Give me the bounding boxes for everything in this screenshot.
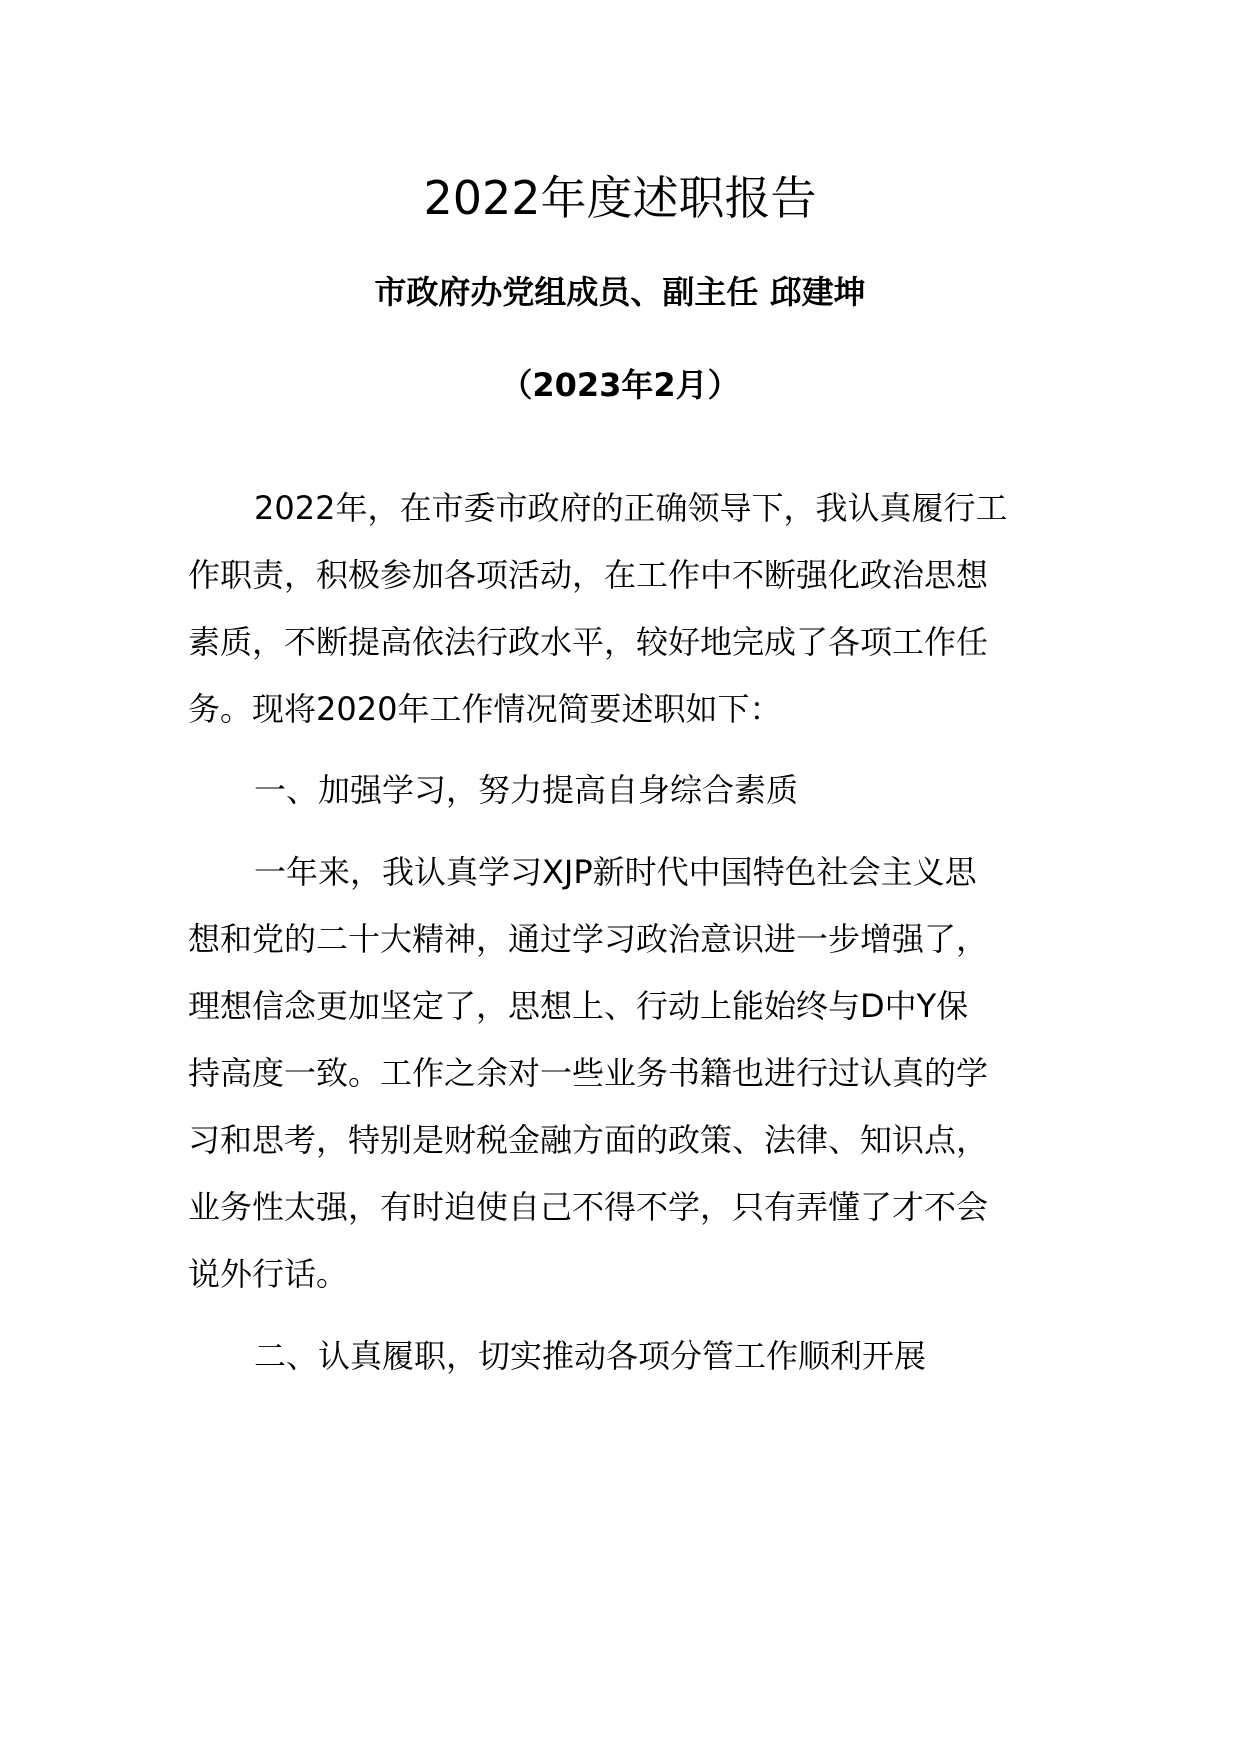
paragraph-2-line-2: 想和党的二十大精神，通过学习政治意识进一步增强了，	[188, 920, 989, 958]
paragraph-2-line-1: 一年来，我认真学习XJP新时代中国特色社会主义思	[254, 853, 977, 891]
paragraph-1-line-1: 2022年，在市委市政府的正确领导下，我认真履行工	[254, 489, 1008, 527]
author-line: 市政府办党组成员、副主任 邱建坤	[374, 273, 866, 311]
section-heading-1: 一、加强学习，努力提高自身综合素质	[254, 771, 799, 809]
paragraph-2-line-3: 理想信念更加坚定了，思想上、行动上能始终与D中Y保	[188, 987, 969, 1025]
paragraph-2-line-6: 业务性太强，有时迫使自己不得不学，只有弄懂了才不会	[188, 1188, 989, 1226]
document-title: 2022年度述职报告	[423, 171, 817, 225]
paragraph-2-line-4: 持高度一致。工作之余对一些业务书籍也进行过认真的学	[188, 1054, 989, 1092]
section-heading-2: 二、认真履职，切实推动各项分管工作顺利开展	[254, 1337, 927, 1375]
paragraph-1-line-2: 作职责，积极参加各项活动，在工作中不断强化政治思想	[188, 556, 989, 594]
paragraph-2-line-5: 习和思考，特别是财税金融方面的政策、法律、知识点，	[188, 1121, 989, 1159]
paragraph-1-line-3: 素质，不断提高依法行政水平，较好地完成了各项工作任	[188, 623, 989, 661]
date-line: （2023年2月）	[500, 366, 740, 404]
paragraph-1-line-4: 务。现将2020年工作情况简要述职如下：	[188, 690, 782, 728]
paragraph-2-line-7: 说外行话。	[188, 1255, 349, 1293]
